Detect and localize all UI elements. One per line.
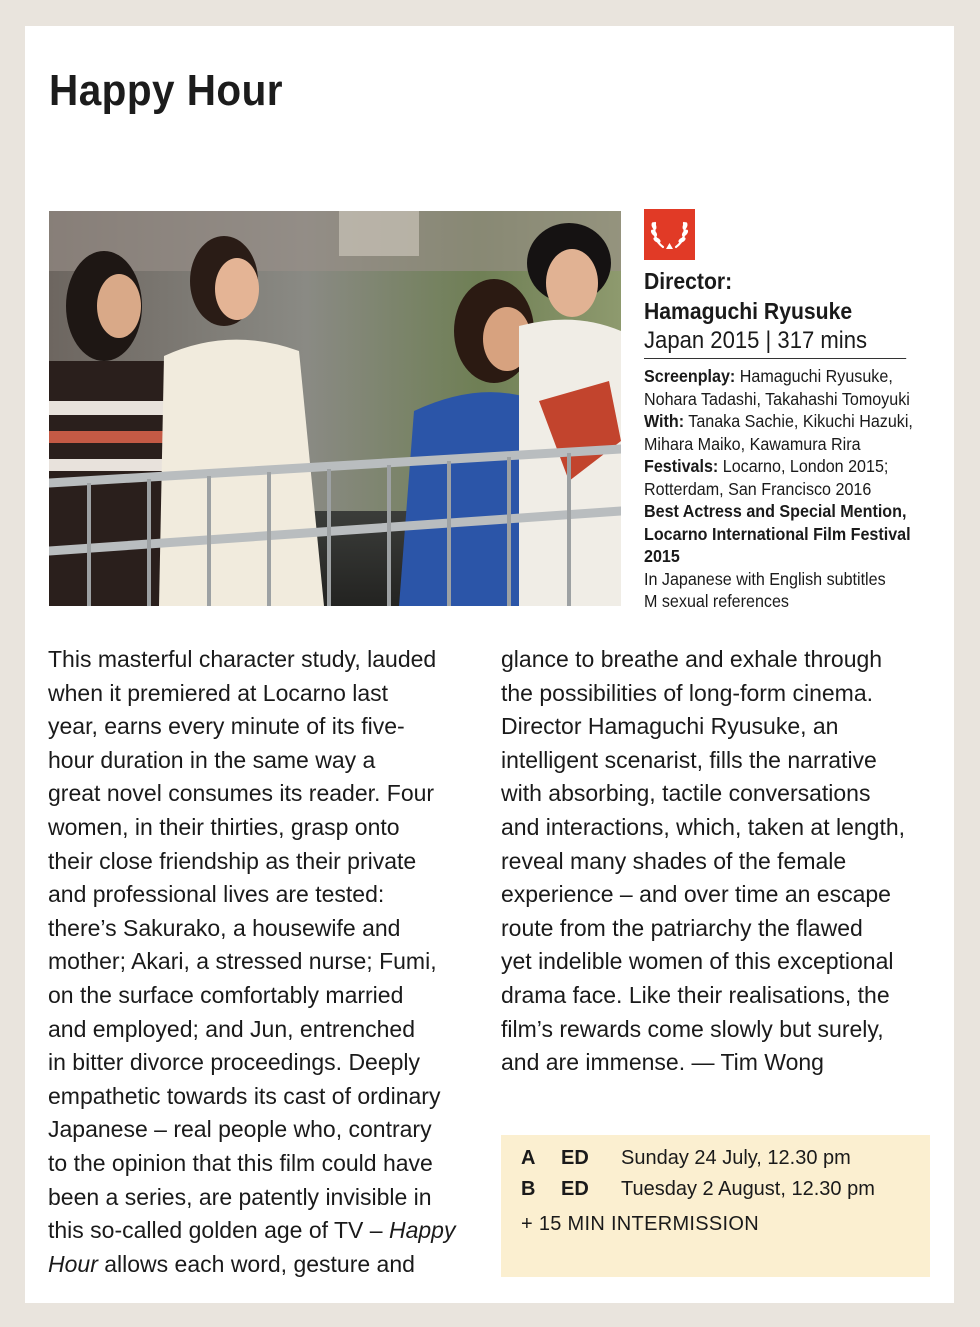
review-line-with-title xyxy=(48,1248,455,1282)
review-line: intelligent scenarist, fills the narrative xyxy=(501,746,877,773)
director-name: Hamaguchi Ryusuke xyxy=(644,298,853,324)
screening-venue: ED xyxy=(561,1147,589,1169)
cast-line-2: Mihara Maiko, Kawamura Rira xyxy=(644,433,861,454)
director-label: Director: xyxy=(644,268,733,294)
review-line: empathetic towards its cast of ordinary xyxy=(48,1082,441,1109)
review-line: Japanese – real people who, contrary xyxy=(48,1116,432,1143)
review-line: their close friendship as their private xyxy=(48,847,417,874)
award-text-1: Best Actress and Special Mention, xyxy=(644,501,907,521)
review-line: and are immense. — Tim Wong xyxy=(501,1049,824,1076)
review-text: allows each word, gesture and xyxy=(97,1250,415,1277)
film-title-italic: Hour xyxy=(48,1250,98,1277)
review-line: Director Hamaguchi Ryusuke, an xyxy=(501,713,839,740)
review-line: with absorbing, tactile conversations xyxy=(501,780,871,807)
country-year-runtime: Japan 2015 | 317 mins xyxy=(644,326,906,359)
festivals-value: Locarno, London 2015; xyxy=(722,456,889,476)
review-line: and professional lives are tested: xyxy=(48,881,385,908)
language-note: In Japanese with English subtitles xyxy=(644,568,886,589)
award-text-2: Locarno International Film Festival xyxy=(644,523,911,544)
screening-datetime: Tuesday 2 August, 12.30 pm xyxy=(621,1178,875,1200)
screening-schedule-box xyxy=(501,1135,930,1277)
review-line: glance to breathe and exhale through xyxy=(501,646,883,672)
review-line: and interactions, which, taken at length, xyxy=(501,813,906,840)
review-line: women, in their thirties, grasp onto xyxy=(48,813,400,840)
review-text: this so-called golden age of TV – xyxy=(48,1217,389,1244)
review-line: in bitter divorce proceedings. Deeply xyxy=(48,1049,421,1076)
review-line: year, earns every minute of its five- xyxy=(48,713,405,740)
screenplay-label: Screenplay: xyxy=(644,366,736,386)
credits-block xyxy=(644,365,934,613)
review-line: been a series, are patently invisible in xyxy=(48,1183,432,1210)
film-title-italic: Happy xyxy=(388,1217,456,1244)
review-line: experience – and over time an escape xyxy=(501,881,891,908)
review-line: when it premiered at Locarno last xyxy=(48,679,389,706)
award-line-3 xyxy=(644,545,911,568)
review-line: great novel consumes its reader. Four xyxy=(48,780,435,807)
award-line-1 xyxy=(644,500,911,523)
review-line: mother; Akari, a stressed nurse; Fumi, xyxy=(48,948,437,975)
review-line: there’s Sakurako, a housewife and xyxy=(48,914,401,941)
screening-venue: ED xyxy=(561,1178,589,1200)
review-line: the possibilities of long-form cinema. xyxy=(501,679,873,706)
program-page xyxy=(25,26,954,1303)
cast-label: With: xyxy=(644,411,685,431)
film-title: Happy Hour xyxy=(49,66,284,115)
cast-value: Tanaka Sachie, Kikuchi Hazuki, xyxy=(688,411,913,431)
screenplay-value: Hamaguchi Ryusuke, xyxy=(739,366,893,386)
review-line: on the surface comfortably married xyxy=(48,981,404,1008)
review-column-2 xyxy=(501,643,905,1080)
festivals-line-1 xyxy=(644,455,911,478)
screenplay-line-2: Nohara Tadashi, Takahashi Tomoyuki xyxy=(644,388,910,409)
review-line: reveal many shades of the female xyxy=(501,847,847,874)
rating-note: M sexual references xyxy=(644,591,789,611)
review-line: This masterful character study, lauded xyxy=(48,646,437,672)
cast-line-1 xyxy=(644,410,911,433)
screening-code: A xyxy=(521,1147,536,1169)
review-line: film’s rewards come slowly but surely, xyxy=(501,1015,884,1042)
film-still-photo xyxy=(49,211,621,606)
review-line: and employed; and Jun, entrenched xyxy=(48,1015,415,1042)
award-line-2 xyxy=(644,523,911,546)
review-line: to the opinion that this film could have xyxy=(48,1149,433,1176)
review-column-1 xyxy=(48,643,455,1281)
screening-datetime: Sunday 24 July, 12.30 pm xyxy=(621,1147,851,1169)
review-line-with-title xyxy=(48,1214,455,1248)
film-details-sidebar xyxy=(644,209,934,613)
festivals-line-2: Rotterdam, San Francisco 2016 xyxy=(644,478,872,499)
screening-code: B xyxy=(521,1178,536,1200)
review-line: yet indelible women of this exceptional xyxy=(501,948,894,975)
film-still-illustration xyxy=(49,211,621,606)
screenplay-line-1 xyxy=(644,365,911,388)
review-line: drama face. Like their realisations, the xyxy=(501,981,890,1008)
review-line: hour duration in the same way a xyxy=(48,746,376,773)
festivals-label: Festivals: xyxy=(644,456,719,476)
review-line: route from the patriarchy the flawed xyxy=(501,914,863,941)
award-text-3: 2015 xyxy=(644,546,680,566)
intermission-note: + 15 MIN INTERMISSION xyxy=(521,1213,760,1235)
laurel-wreath-icon xyxy=(644,209,695,260)
